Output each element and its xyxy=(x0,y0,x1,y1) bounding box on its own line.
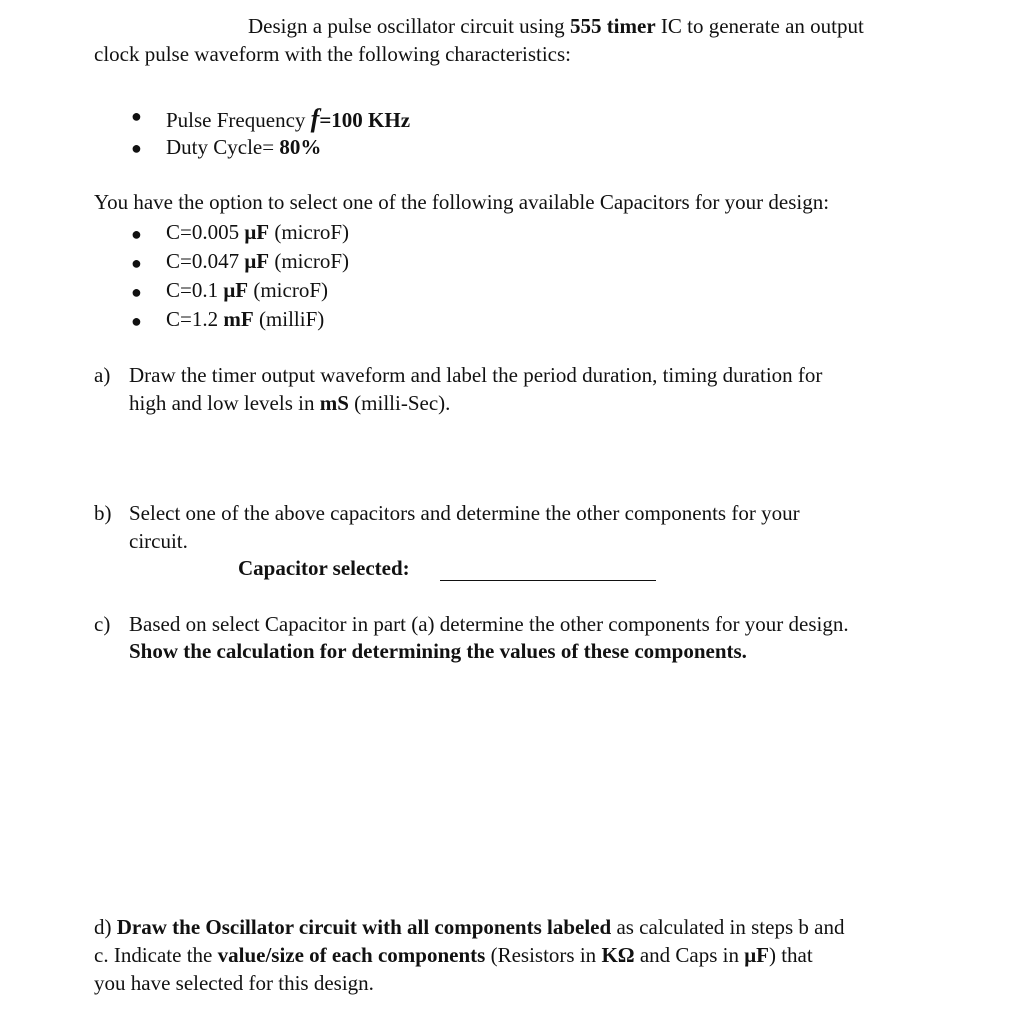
capacitor-unit: μF xyxy=(223,278,249,302)
capacitor-unit: μF xyxy=(244,220,270,244)
capacitor-heading: You have the option to select one of the following available Capacitors for your design: xyxy=(94,190,830,214)
part-d-label: d) xyxy=(94,915,112,939)
freq-symbol: f xyxy=(310,104,320,133)
part-a-label: a) xyxy=(94,363,111,387)
capacitor-desc: (milliF) xyxy=(253,307,325,331)
part-c-line-1: Based on select Capacitor in part (a) determine the other components for your design. xyxy=(129,612,849,636)
part-d-text: and Caps in xyxy=(634,943,745,967)
part-a-line-1: Draw the timer output waveform and label the period duration, timing duration for xyxy=(129,363,823,387)
intro-text-pre: Design a pulse oscillator circuit using xyxy=(248,14,570,38)
part-a-text: high and low levels in xyxy=(129,391,320,415)
part-d-unit: μF xyxy=(744,943,769,967)
capacitor-item xyxy=(166,220,349,245)
capacitor-selected-blank[interactable] xyxy=(440,580,656,581)
capacitor-item xyxy=(166,249,349,274)
capacitor-value: C=0.047 xyxy=(166,249,245,273)
part-b-label: b) xyxy=(94,501,112,525)
part-d-text: (Resistors in xyxy=(485,943,602,967)
capacitor-desc: (microF) xyxy=(269,220,349,244)
bullet-icon: ● xyxy=(131,224,142,244)
part-d-text: as calculated in steps b and xyxy=(611,915,845,939)
bullet-icon: ● xyxy=(131,106,142,126)
part-d-text: c. Indicate the xyxy=(94,943,218,967)
freq-label: Pulse Frequency xyxy=(166,108,311,132)
part-c-line-2: Show the calculation for determining the values of these components. xyxy=(129,639,747,663)
bullet-icon: ● xyxy=(131,311,142,331)
part-d-unit: KΩ xyxy=(601,943,635,967)
part-b-line-1: Select one of the above capacitors and determine the other components for your xyxy=(129,501,800,525)
capacitor-value: C=0.1 xyxy=(166,278,224,302)
part-d-line-1 xyxy=(94,915,844,940)
capacitor-desc: (microF) xyxy=(248,278,328,302)
part-b-line-2: circuit. xyxy=(129,529,188,553)
capacitor-value: C=0.005 xyxy=(166,220,245,244)
intro-text-bold: 555 timer xyxy=(569,14,656,38)
duty-label: Duty Cycle= xyxy=(166,135,280,159)
part-d-line-3: you have selected for this design. xyxy=(94,971,374,995)
bullet-icon: ● xyxy=(131,138,142,158)
intro-line-1 xyxy=(248,14,864,39)
capacitor-value: C=1.2 xyxy=(166,307,224,331)
bullet-icon: ● xyxy=(131,282,142,302)
spec-frequency xyxy=(166,103,410,134)
freq-value: =100 KHz xyxy=(319,108,411,132)
part-d-text: ) that xyxy=(768,943,813,967)
capacitor-unit: mF xyxy=(223,307,254,331)
intro-text-post: IC to generate an output xyxy=(655,14,864,38)
part-a-unit: mS xyxy=(319,391,349,415)
part-c-label: c) xyxy=(94,612,111,636)
duty-value: 80% xyxy=(279,135,322,159)
part-a-text-end: (milli-Sec). xyxy=(348,391,451,415)
part-d-line-2 xyxy=(94,943,813,968)
intro-line-2: clock pulse waveform with the following characteristics: xyxy=(94,42,572,66)
capacitor-desc: (microF) xyxy=(269,249,349,273)
capacitor-selected-label: Capacitor selected: xyxy=(238,556,410,580)
bullet-icon: ● xyxy=(131,253,142,273)
part-d-bold: value/size of each components xyxy=(217,943,486,967)
part-a-line-2 xyxy=(129,391,450,416)
capacitor-item xyxy=(166,307,324,332)
part-d-bold: Draw the Oscillator circuit with all components labeled xyxy=(116,915,612,939)
capacitor-item xyxy=(166,278,328,303)
capacitor-unit: μF xyxy=(244,249,270,273)
spec-duty-cycle xyxy=(166,135,321,160)
